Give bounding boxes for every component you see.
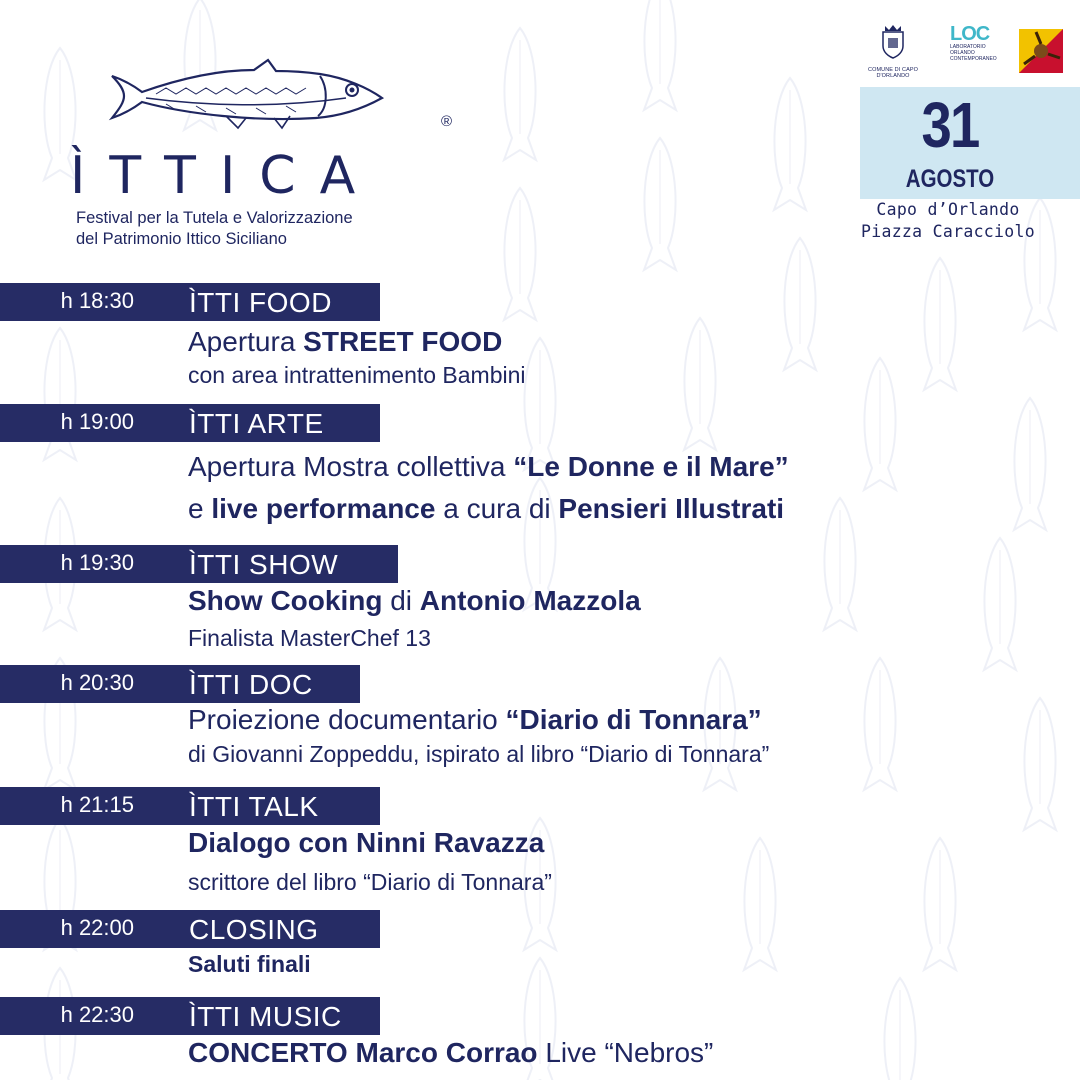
loc-line-3: CONTEMPORANEO: [950, 56, 997, 62]
event-title: [188, 827, 544, 859]
text-segment: Live “Nebros”: [537, 1037, 714, 1068]
text-segment: Apertura Mostra collettiva: [188, 451, 514, 482]
text-segment: “Diario di Tonnara”: [505, 704, 762, 735]
event-month: AGOSTO: [905, 165, 995, 193]
text-segment: Finalista MasterChef 13: [188, 625, 431, 651]
text-segment: “Le Donne e il Mare”: [513, 451, 789, 482]
text-segment: Dialogo con Ninni Ravazza: [188, 827, 545, 858]
event-time: h 21:15: [60, 792, 134, 817]
event-time: h 19:30: [60, 550, 134, 575]
subtitle-line-1: Festival per la Tutela e Valorizzazione: [76, 209, 353, 227]
text-segment: Proiezione documentario: [188, 704, 506, 735]
event-header-bar: [0, 283, 380, 321]
event-header-bar: [0, 910, 380, 948]
event-category: ÌTTI TALK: [189, 791, 319, 822]
text-segment: live performance: [211, 493, 436, 524]
text-segment: Pensieri Illustrati: [558, 493, 785, 524]
event-title: [188, 451, 789, 483]
event-time: h 22:30: [60, 1002, 134, 1027]
event-category: ÌTTI ARTE: [189, 408, 324, 439]
event-header-bar: [0, 787, 380, 825]
loc-line-1: LABORATORIO: [950, 44, 986, 50]
loc-title: LOC: [950, 23, 990, 45]
text-segment: CONCERTO Marco Corrao: [188, 1037, 538, 1068]
event-title: [188, 704, 762, 736]
loc-line-2: ORLANDO: [950, 50, 975, 56]
event-title: [188, 585, 641, 617]
event-title: [188, 951, 311, 978]
venue-square: Piazza Caracciolo: [861, 222, 1035, 241]
event-day: 31: [921, 89, 979, 161]
subtitle-line-2: del Patrimonio Ittico Siciliano: [76, 230, 287, 248]
text-segment: Antonio Mazzola: [419, 585, 641, 616]
text-segment: di Giovanni Zoppeddu, ispirato al libro “Diario di Tonnara”: [188, 741, 770, 767]
text-segment: Show Cooking: [188, 585, 383, 616]
venue-city: Capo d’Orlando: [876, 200, 1020, 219]
event-title: [188, 1037, 713, 1069]
text-segment: STREET FOOD: [303, 326, 503, 357]
event-category: ÌTTI SHOW: [189, 549, 339, 580]
event-category: ÌTTI FOOD: [189, 287, 332, 318]
event-time: h 20:30: [60, 670, 134, 695]
event-subtitle: [188, 362, 526, 389]
event-time: h 22:00: [60, 915, 134, 940]
text-segment: Saluti finali: [188, 951, 311, 977]
event-header-bar: [0, 545, 398, 583]
brand-wordmark: ÌTTICA: [70, 146, 380, 206]
event-header-bar: [0, 665, 360, 703]
registered-mark: ®: [441, 113, 453, 130]
event-subtitle: [188, 869, 552, 896]
text-segment: di: [382, 585, 420, 616]
text-segment: a cura di: [435, 493, 559, 524]
event-header-bar: [0, 997, 380, 1035]
text-segment: con area intrattenimento Bambini: [188, 362, 526, 388]
comune-caption: COMUNE DI CAPO D'ORLANDO: [868, 67, 918, 79]
event-time: h 19:00: [60, 409, 134, 434]
event-category: ÌTTI MUSIC: [189, 1001, 342, 1032]
event-category: CLOSING: [189, 914, 319, 945]
event-subtitle: [188, 493, 784, 525]
event-category: ÌTTI DOC: [189, 669, 313, 700]
event-time: h 18:30: [60, 288, 134, 313]
text-segment: e: [188, 493, 212, 524]
event-subtitle: [188, 741, 769, 768]
event-title: [188, 326, 502, 358]
event-header-bar: [0, 404, 380, 442]
text-segment: Apertura: [188, 326, 304, 357]
event-subtitle: [188, 625, 431, 652]
text-segment: scrittore del libro “Diario di Tonnara”: [188, 869, 552, 895]
